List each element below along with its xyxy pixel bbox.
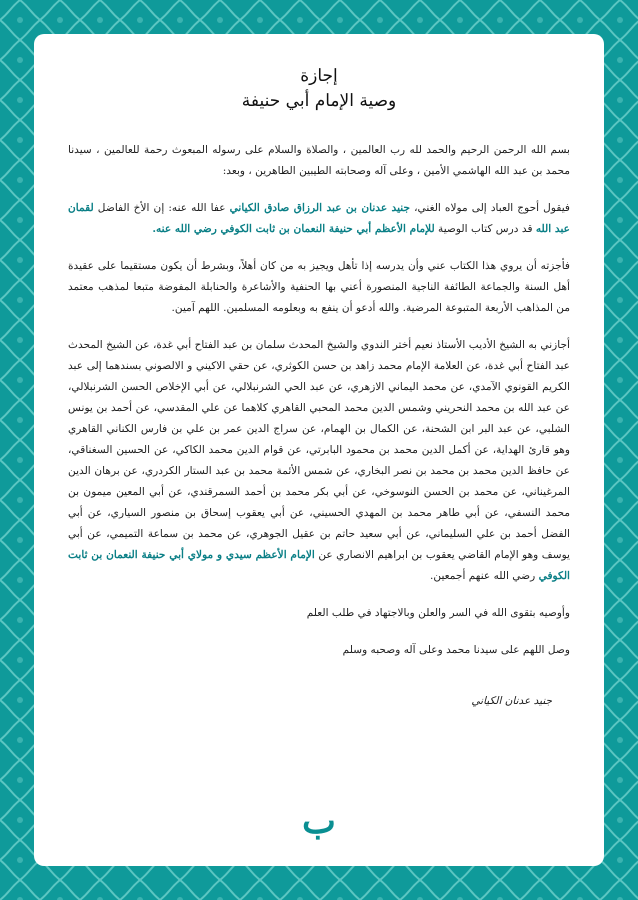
student-name: لقمان عبد الله	[68, 202, 570, 235]
closing-prayer: وصل اللهم على سيدنا محمد وعلى آله وصحبه وسلم	[342, 644, 570, 656]
statement-prefix: فيقول أحوج العباد إلى مولاه الغني،	[410, 202, 570, 214]
page-letter: ب	[302, 800, 336, 842]
certificate-sheet	[34, 34, 604, 866]
opening-paragraph: بسم الله الرحمن الرحيم والحمد لله رب العالمين ، والصلاة والسلام على رسوله المبعوث رحمة للعالمين ، سيدنا محمد بن عبد الله الهاشمي الأمين ، وعلى آله وصحابته الطيبين الطاهرين ، وبعد:	[68, 144, 570, 177]
title-block	[68, 64, 570, 114]
permission-paragraph: فأجزته أن يروي هذا الكتاب عني وأن يدرسه إذا تأهل ويجيز به من كان أهلاً، وبشرط أن يكون مستقيما على عقيدة أهل السنة والجماعة الطائفة الناجية المنصورة أعني بها الحنفية والأشاعرة والحنابلة المفوضة متبعا لمذهب معتمد من المذاهب الأربعة المتبوعة المرضية. والله أدعو أن ينفع به وبعلومه المسلمين. اللهم آمين.	[68, 260, 570, 314]
statement-middle-2: قد درس كتاب الوصية	[434, 223, 536, 235]
imam-reference: للإمام الأعظم أبي حنيفة النعمان بن ثابت الكوفي رضي الله عنه.	[152, 223, 435, 235]
signature: جنيد عدنان الكياني	[471, 695, 552, 707]
author-name: جنيد عدنان بن عبد الرزاق صادق الكياني	[229, 202, 411, 214]
chain-imam-reference: الإمام الأعظم سيدي و مولاي أبي حنيفة النعمان بن ثابت الكوفي	[68, 549, 570, 582]
chain-paragraph	[68, 335, 570, 587]
chain-body: أجازني به الشيخ الأديب الأستاذ نعيم أختر الندوي والشيخ المحدث سلمان بن عبد الفتاح أبي غدة، عن الشيخ المحدث عبد الفتاح أبي غدة، عن العلامة الإمام محمد زاهد بن حسن الكوثري، عن حقي الاكيني و الالصوني بسندهما إلى عبد الكريم القونوي الآمدي، عن محمد اليماني الازهري، عن عبد الحي الشرنبلالي، عن أبي الإخلاص الحسن الشرنبلالي، عن عبد الله بن محمد النحريني وشمس الدين محمد المحبي القاهري كلاهما عن علي المقدسي، عن أحمد بن يونس الشلبي، عن عبد البر ابن الشحنة، عن الكمال بن الهمام، عن سراج الدين عمر بن علي بن فارس الكناني القاهري وهو قارئ الهداية، عن أكمل الدين محمد بن محمود البابرتي، عن قوام الدين محمد الكاكي، عن الحسين السغناقي، عن حافظ الدين محمد بن محمد بن نصر البخاري، عن شمس الأئمة محمد بن عبد الستار الكردري، عن برهان الدين المرغيناني، عن محمد بن الحسن النوسوخي، عن أبي بكر محمد بن أحمد السمرقندي، عن أبي المعين ميمون بن محمد النسفي، عن أبي طاهر محمد بن المهدي الحسيني، عن أبي يعقوب إسحاق بن منصور السياري، عن أبي الفضل أحمد بن علي السليماني، عن أبي سعيد حاتم بن عقيل الجوهري، عن محمد بن سماعة التميمي، عن أبي يوسف وهو الإمام القاضي يعقوب بن ابراهيم الانصاري عن	[68, 339, 570, 561]
chain-tail: رضي الله عنهم أجمعين.	[430, 570, 539, 582]
statement-middle: عفا الله عنه: إن الأخ الفاضل	[93, 202, 230, 214]
statement-paragraph	[68, 198, 570, 240]
title-line-1: إجازة	[300, 66, 338, 86]
title-line-2: وصية الإمام أبي حنيفة	[241, 91, 397, 111]
advice-paragraph: وأوصيه بتقوى الله في السر والعلن وبالاجتهاد في طلب العلم	[306, 607, 570, 619]
